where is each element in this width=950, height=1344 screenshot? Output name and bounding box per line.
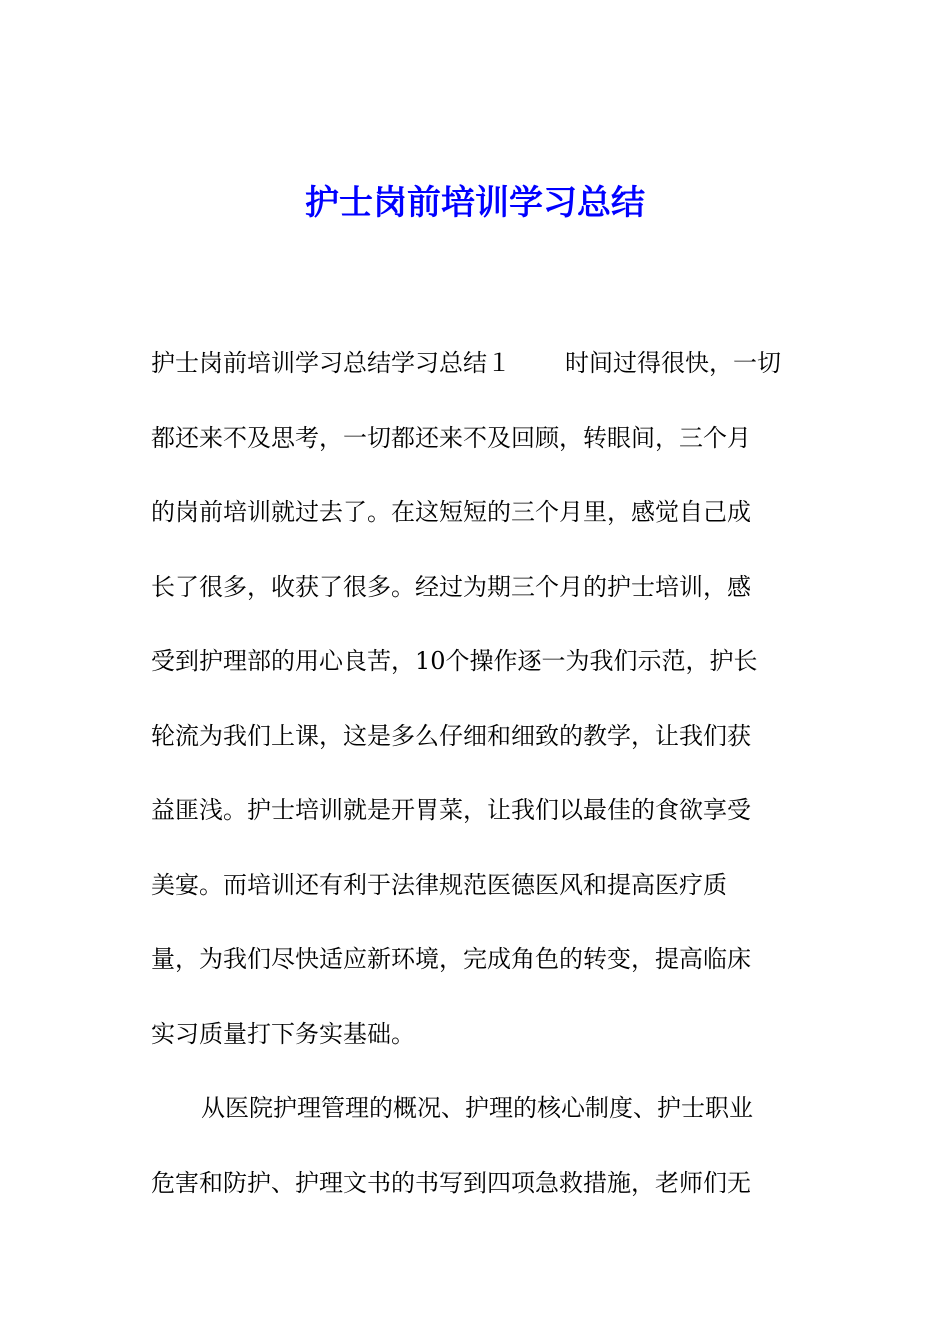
paragraph-line: 长了很多，收获了很多。经过为期三个月的护士培训，感 — [151, 572, 751, 601]
paragraph-line: 量，为我们尽快适应新环境，完成角色的转变，提高临床 — [151, 945, 751, 973]
paragraph-line: 美宴。而培训还有利于法律规范医德医风和提高医疗质 — [151, 870, 727, 899]
document-title: 护士岗前培训学习总结 — [305, 183, 645, 223]
paragraph-2 — [151, 1071, 801, 1220]
paragraph-line: 轮流为我们上课，这是多么仔细和细致的教学，让我们获 — [151, 721, 751, 750]
line-text: 时间过得很快，一切 — [565, 349, 781, 377]
paragraph-line: 危害和防护、护理文书的书写到四项急救措施，老师们无 — [151, 1168, 751, 1197]
paragraph-line: 益匪浅。护士培训就是开胃菜，让我们以最佳的食欲享受 — [151, 796, 751, 824]
paragraph-line — [151, 1071, 801, 1146]
paragraph-line — [151, 326, 801, 401]
paragraph-line: 都还来不及思考，一切都还来不及回顾，转眼间，三个月 — [151, 423, 751, 452]
paragraph-1 — [151, 326, 801, 1071]
heading-lead: 护士岗前培训学习总结学习总结１ — [151, 349, 511, 377]
document-body — [151, 326, 801, 1220]
line-text: 从医院护理管理的概况、护理的核心制度、护士职业 — [201, 1094, 753, 1122]
paragraph-line: 实习质量打下务实基础。 — [151, 1019, 415, 1048]
paragraph-line: 的岗前培训就过去了。在这短短的三个月里，感觉自己成 — [151, 498, 751, 526]
paragraph-line: 受到护理部的用心良苦，10个操作逐一为我们示范，护长 — [151, 647, 758, 675]
